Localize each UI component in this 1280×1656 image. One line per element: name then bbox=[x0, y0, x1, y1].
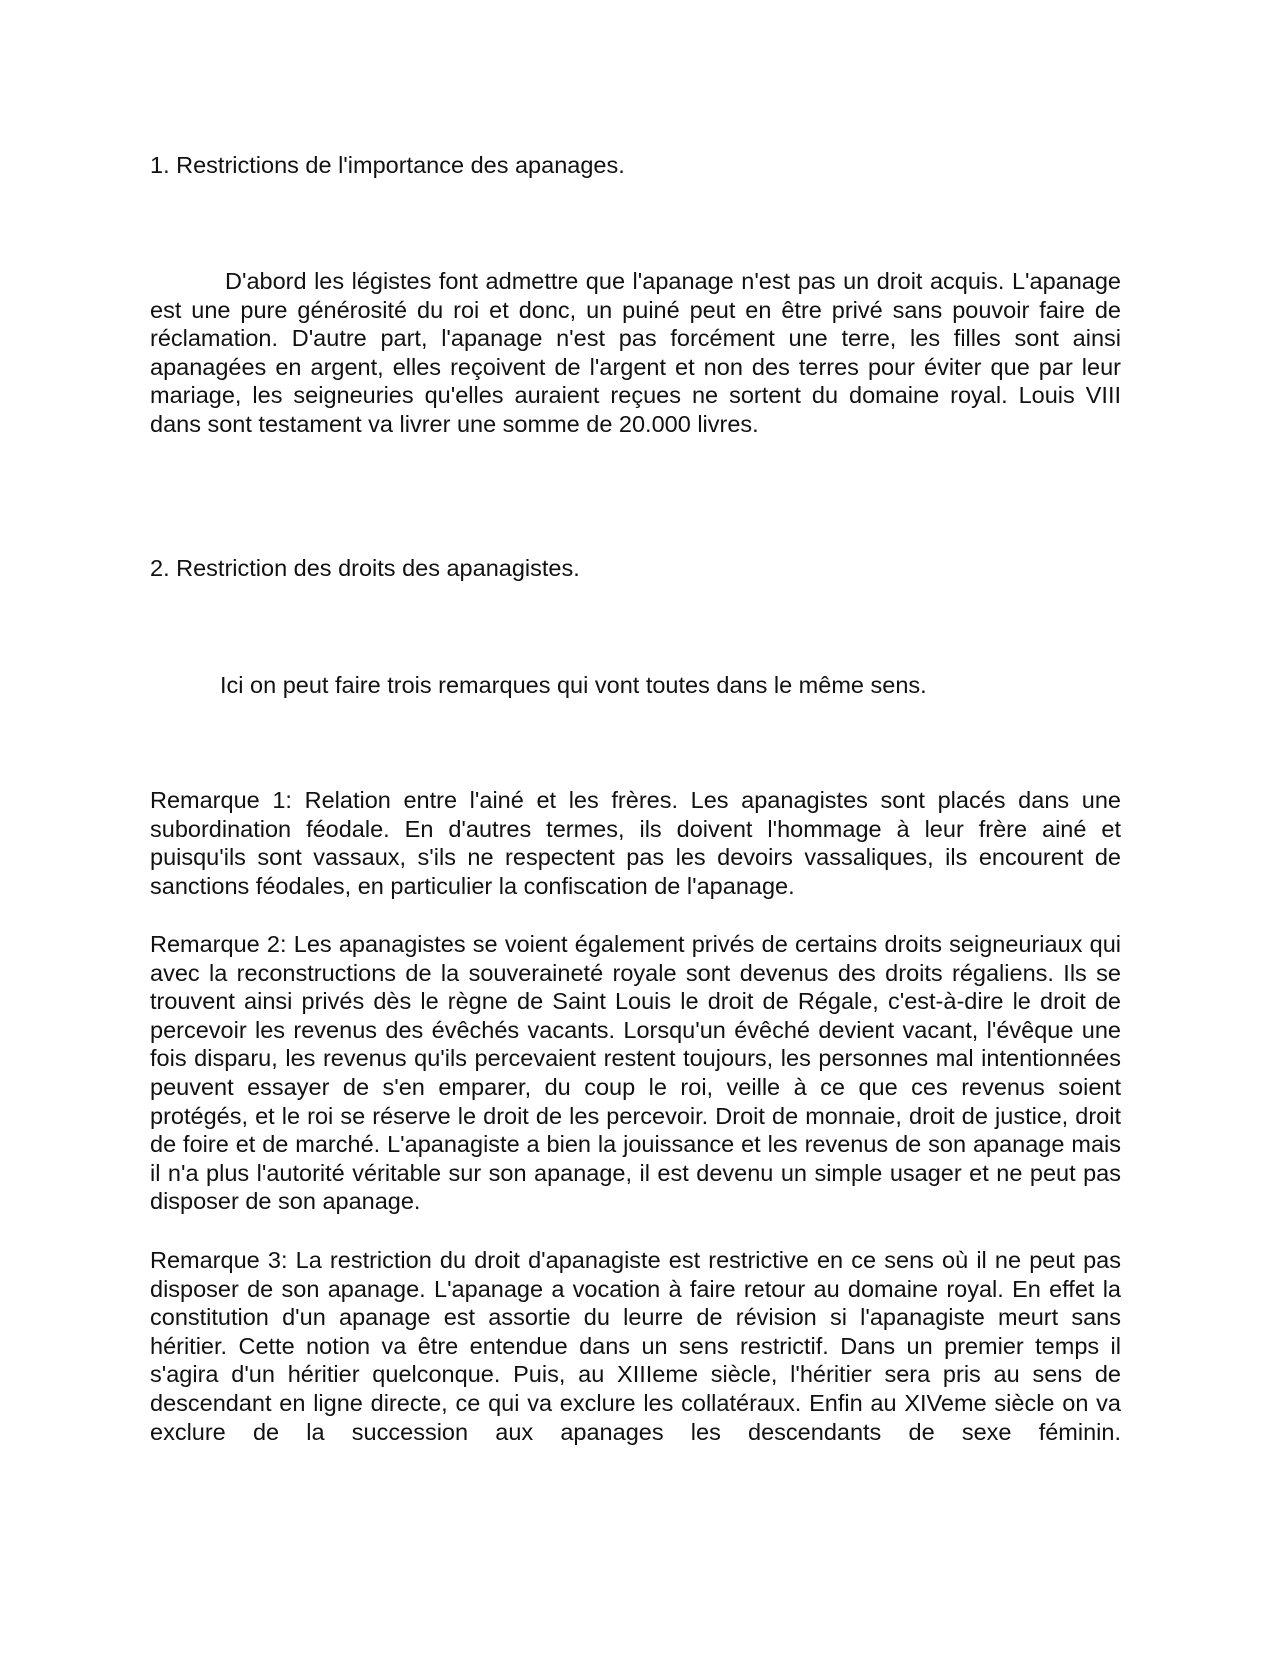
section-heading-2: 2. Restriction des droits des apanagistes. bbox=[150, 555, 580, 581]
paragraph-apanage-not-acquired-right: D'abord les légistes font admettre que l'apanage n'est pas un droit acquis. L'apanage est une pure générosité du roi et donc, un puiné peut en être privé sans pouvoir faire de réclamation. D'autre part, l'apanage n'est pas forcément une terre, les filles sont ainsi apanagées en argent, elles reçoivent de l'argent et non des terres pour éviter que par leur mariage, les seigneuries qu'elles auraient reçues ne sortent du domaine royal. Louis VIII dans sont testament va livrer une somme de 20.000 livres. bbox=[150, 268, 1121, 437]
section-heading-1: 1. Restrictions de l'importance des apanages. bbox=[150, 152, 625, 178]
remarque-1: Remarque 1: Relation entre l'ainé et les frères. Les apanagistes sont placés dans une subordination féodale. En d'autres termes, ils doivent l'hommage à leur frère ainé et puisqu'ils sont vassaux, s'ils ne respectent pas les devoirs vassaliques, ils encourent de sanctions féodales, en particulier la confiscation de l'apanage. bbox=[150, 787, 1121, 899]
section-2-intro: Ici on peut faire trois remarques qui vont toutes dans le même sens. bbox=[220, 672, 927, 698]
remarque-3: Remarque 3: La restriction du droit d'apanagiste est restrictive en ce sens où il ne peut pas disposer de son apanage. L'apanage a vocation à faire retour au domaine royal. En effet la constitution d'un apanage est assortie du leurre de révision si l'apanagiste meurt sans héritier. Cette notion va être entendue dans un sens restrictif. Dans un premier temps il s'agira d'un héritier quelconque. Puis, au XIIIeme siècle, l'héritier sera pris au sens de descendant en ligne directe, ce qui va exclure les collatéraux. Enfin au XIVeme siècle on va exclure de la succession aux apanages les descendants de sexe féminin. bbox=[150, 1247, 1121, 1445]
remarque-2: Remarque 2: Les apanagistes se voient également privés de certains droits seigneuriaux qui avec la reconstructions de la souveraineté royale sont devenus des droits régaliens. Ils se trouvent ainsi privés dès le règne de Saint Louis le droit de Régale, c'est-à-dire le droit de percevoir les revenus des évêchés vacants. Lorsqu'un évêché devient vacant, l'évêque une fois disparu, les revenus qu'ils percevaient restent toujours, les personnes mal intentionnées peuvent essayer de s'en emparer, du coup le roi, veille à ce que ces revenus soient protégés, et le roi se réserve le droit de les percevoir. Droit de monnaie, droit de justice, droit de foire et de marché. L'apanagiste a bien la jouissance et les revenus de son apanage mais il n'a plus l'autorité véritable sur son apanage, il est devenu un simple usager et ne peut pas disposer de son apanage. bbox=[150, 931, 1121, 1215]
